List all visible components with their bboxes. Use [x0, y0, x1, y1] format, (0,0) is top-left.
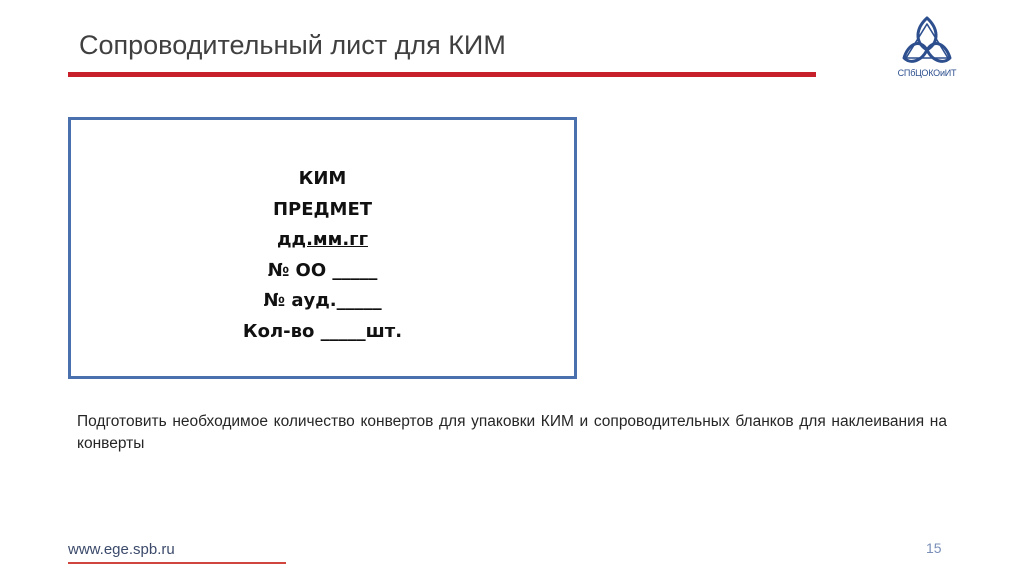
label-line-quantity: Кол-во _____шт. — [242, 320, 403, 342]
footer-url[interactable]: www.ege.spb.ru — [68, 541, 175, 558]
label-line-date: дд.мм.гг — [277, 229, 368, 250]
label-line-room-number: № ауд._____ — [263, 290, 382, 311]
label-line-school-number: № ОО _____ — [267, 259, 378, 281]
kim-label-text — [71, 164, 574, 347]
title-underline — [68, 72, 816, 77]
organization-logo — [894, 14, 960, 84]
logo-caption: СПбЦОКОиИТ — [897, 68, 957, 78]
triquetra-logo-icon — [894, 14, 960, 70]
label-line-kim: КИМ — [298, 168, 347, 189]
page-number: 15 — [926, 540, 942, 556]
label-line-subject: ПРЕДМЕТ — [272, 198, 373, 220]
instruction-paragraph: Подготовить необходимое количество конвертов для упаковки КИМ и сопроводительных бланков для наклеивания на конверты — [77, 413, 947, 452]
slide-title: Сопроводительный лист для КИМ — [79, 30, 506, 60]
kim-label-frame — [68, 117, 577, 379]
footer-underline — [68, 562, 286, 564]
